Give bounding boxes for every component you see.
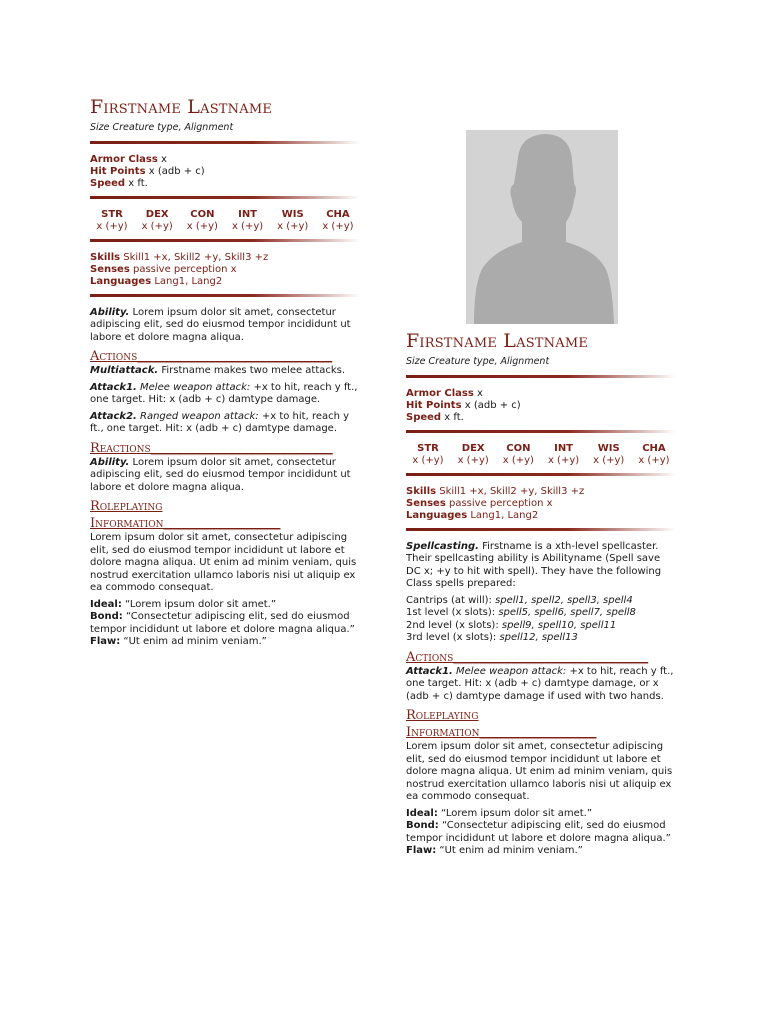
spell-list-level1: 1st level (x slots): spell5, spell6, spell7, spell8 (406, 607, 636, 618)
bond: Bond: “Consectetur adipiscing elit, sed do eiusmod tempor incididunt ut labore et dolore magna aliqua.” (406, 820, 671, 844)
stat-str: STR x (+y) (412, 442, 444, 466)
speed: Speed x ft. (406, 411, 464, 423)
divider (406, 375, 676, 378)
ability-trait: Ability. Lorem ipsum dolor sit amet, consectetur adipiscing elit, sed do eiusmod tempor incididunt ut labore et dolore magna aliqua. (90, 306, 351, 343)
divider (406, 473, 676, 476)
attack1: Attack1. Melee weapon attack: +x to hit, reach y ft., one target. Hit: x (adb + c) damtype damage. (90, 381, 358, 405)
reaction-ability: Ability. Lorem ipsum dolor sit amet, consectetur adipiscing elit, sed do eiusmod tempor incididunt ut labore et dolore magna aliqua. (90, 456, 351, 493)
divider (90, 239, 360, 242)
actions-heading: Actions______________________________ (406, 649, 649, 665)
creature-subtitle: Size Creature type, Alignment (406, 356, 550, 367)
portrait-image (466, 130, 618, 324)
armor-class: Armor Class x (90, 153, 167, 165)
hit-points: Hit Points x (adb + c) (406, 399, 521, 411)
stat-wis: WIS x (+y) (593, 442, 625, 466)
person-silhouette-icon (466, 130, 618, 324)
flaw: Flaw: “Ut enim ad minim veniam.” (90, 636, 267, 647)
spell-list-level3: 3rd level (x slots): spell12, spell13 (406, 632, 578, 643)
bond: Bond: “Consectetur adipiscing elit, sed do eiusmod tempor incididunt ut labore et dolore magna aliqua.” (90, 611, 355, 635)
reactions-heading: Reactions____________________________ (90, 440, 333, 456)
languages: Languages Lang1, Lang2 (90, 275, 223, 287)
divider (90, 294, 360, 297)
skills: Skills Skill1 +x, Skill2 +y, Skill3 +z (90, 251, 269, 263)
ability-scores (90, 209, 360, 233)
stat-dex: DEX x (+y) (457, 442, 489, 466)
roleplaying-heading: Roleplaying Information__________________ (406, 708, 597, 740)
roleplay-text: Lorem ipsum dolor sit amet, consectetur adipiscing elit, sed do eiusmod tempor incididunt ut labore et dolore magna aliqua. Ut enim ad minim veniam, quis nostrud exercitation ullamco laboris nisi ut aliquip ex ea commodo consequat. (406, 741, 673, 802)
roleplaying-heading: Roleplaying Information__________________ (90, 499, 281, 531)
actions-heading: Actions______________________________ (90, 349, 333, 364)
divider (90, 196, 360, 199)
stat-int: INT x (+y) (547, 442, 580, 466)
divider (406, 430, 676, 433)
senses: Senses passive perception x (90, 263, 237, 275)
stat-con: CON x (+y) (502, 442, 534, 466)
stat-int: INT x (+y) (231, 208, 264, 232)
speed: Speed x ft. (90, 177, 148, 189)
attack1: Attack1. Melee weapon attack: +x to hit, reach y ft., one target. Hit: x (adb + c) damtype damage, or x (adb + c) damtype damage if used with two hands. (406, 665, 674, 702)
stat-con: CON x (+y) (186, 208, 218, 232)
stat-block-right (406, 330, 676, 858)
senses: Senses passive perception x (406, 497, 553, 509)
multiattack: Multiattack. Firstname makes two melee attacks. (90, 365, 346, 376)
ideal: Ideal: “Lorem ipsum dolor sit amet.” (406, 807, 593, 819)
skills: Skills Skill1 +x, Skill2 +y, Skill3 +z (406, 485, 585, 497)
spell-list-cantrips: Cantrips (at will): spell1, spell2, spell3, spell4 (406, 594, 633, 606)
stat-cha: CHA x (+y) (638, 442, 670, 466)
divider (90, 141, 360, 144)
creature-subtitle: Size Creature type, Alignment (90, 122, 234, 133)
creature-name: Firstname Lastname (406, 330, 589, 352)
creature-name: Firstname Lastname (90, 96, 273, 118)
roleplay-text: Lorem ipsum dolor sit amet, consectetur adipiscing elit, sed do eiusmod tempor incididunt ut labore et dolore magna aliqua. Ut enim ad minim veniam, quis nostrud exercitation ullamco laboris nisi ut aliquip ex ea commodo consequat. (90, 532, 357, 593)
spellcasting-trait: Spellcasting. Firstname is a xth-level spellcaster. Their spellcasting ability is Abilityname (Spell save DC x; +y to hit with spell). They have the following Class spells prepared: (406, 540, 662, 589)
stat-str: STR x (+y) (96, 208, 128, 232)
stat-cha: CHA x (+y) (322, 208, 354, 232)
ideal: Ideal: “Lorem ipsum dolor sit amet.” (90, 598, 277, 610)
languages: Languages Lang1, Lang2 (406, 509, 539, 521)
ability-scores (406, 443, 676, 467)
stat-dex: DEX x (+y) (141, 208, 173, 232)
stat-wis: WIS x (+y) (277, 208, 309, 232)
stat-block-left (90, 96, 360, 649)
hit-points: Hit Points x (adb + c) (90, 165, 205, 177)
spell-list-level2: 2nd level (x slots): spell9, spell10, spell11 (406, 619, 617, 631)
attack2: Attack2. Ranged weapon attack: +x to hit, reach y ft., one target. Hit: x (adb + c) damtype damage. (90, 410, 350, 434)
armor-class: Armor Class x (406, 387, 483, 399)
flaw: Flaw: “Ut enim ad minim veniam.” (406, 845, 583, 856)
divider (406, 528, 676, 531)
